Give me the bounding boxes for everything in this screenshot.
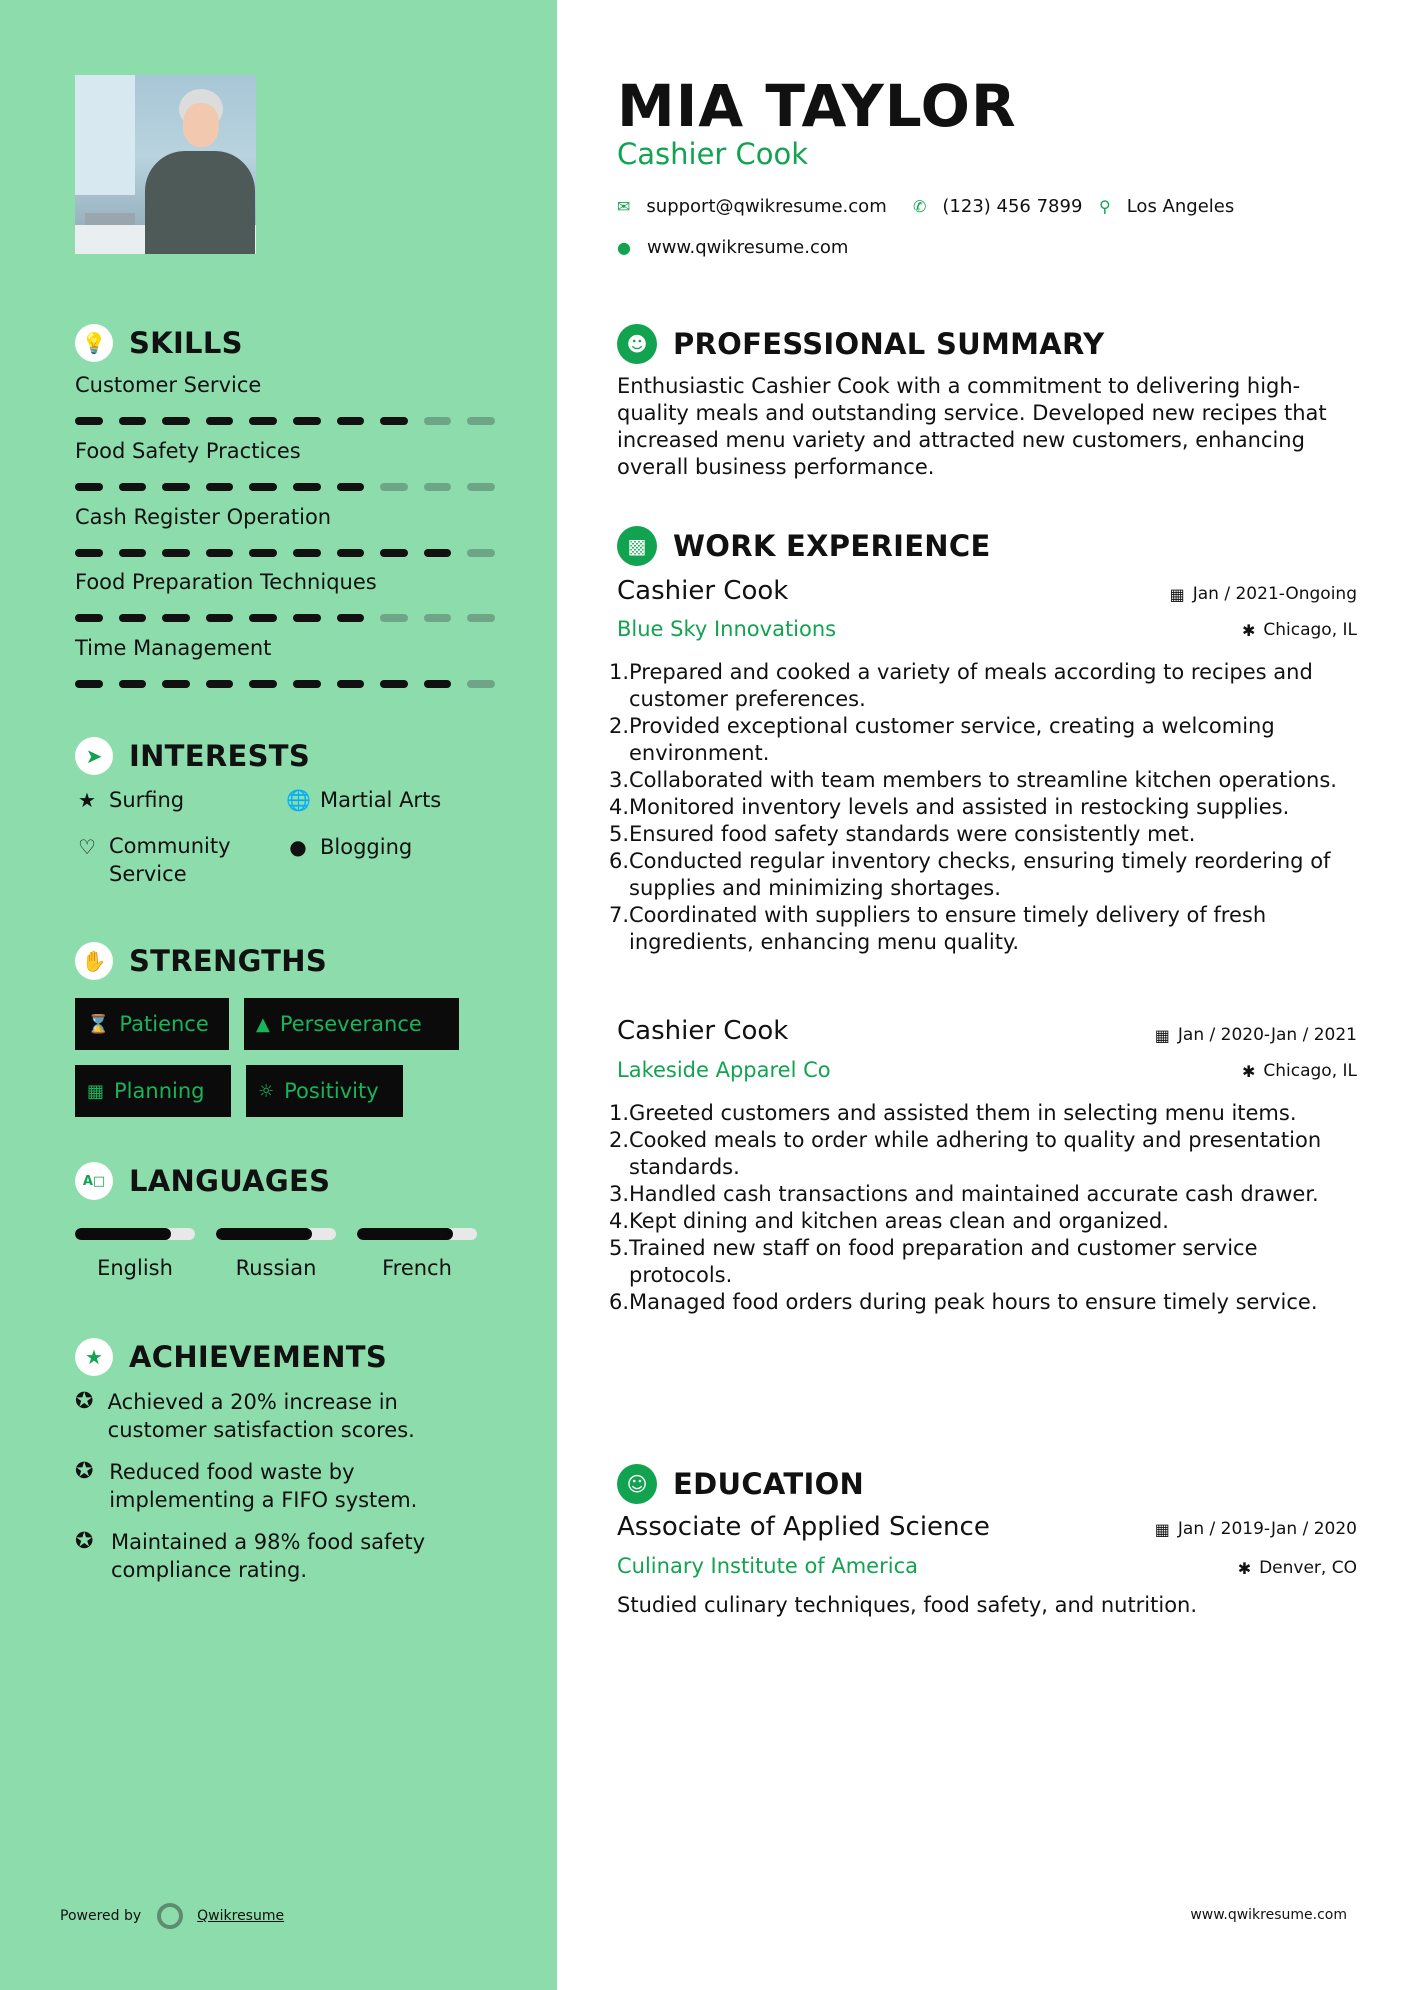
qwikresume-link[interactable]: Qwikresume bbox=[197, 1908, 285, 1924]
strength-label: Perseverance bbox=[279, 1012, 422, 1036]
skill-level-dash bbox=[380, 483, 408, 491]
interest-label: Community Service bbox=[109, 834, 231, 886]
skill-level-dash bbox=[162, 680, 190, 688]
contact-location bbox=[1099, 196, 1234, 217]
strength-tag bbox=[75, 1065, 231, 1117]
language-level-fill bbox=[216, 1228, 312, 1240]
job-dates bbox=[1170, 584, 1357, 604]
skill-level-dash bbox=[424, 680, 452, 688]
skill-level-dash bbox=[119, 614, 147, 622]
strength-label: Positivity bbox=[284, 1079, 379, 1103]
job-duties bbox=[609, 1100, 1349, 1316]
star-burst-icon: ✪ bbox=[75, 1529, 94, 1554]
skill-level-dash bbox=[249, 549, 277, 557]
skill-label: Cash Register Operation bbox=[75, 505, 332, 529]
skill-level-dash bbox=[75, 549, 103, 557]
job-location-text: Chicago, IL bbox=[1263, 620, 1357, 640]
education-dates-text: Jan / 2019-Jan / 2020 bbox=[1177, 1519, 1357, 1539]
education-dates bbox=[1155, 1519, 1357, 1539]
duty-item: 6. Conducted regular inventory checks, ensuring timely reordering of supplies and minimizing shortages. bbox=[609, 848, 1349, 902]
skill-level-dash bbox=[337, 680, 365, 688]
strength-tag bbox=[244, 998, 459, 1050]
skill-level-dash bbox=[467, 483, 495, 491]
strengths-title: STRENGTHS bbox=[129, 944, 328, 978]
job-company: Lakeside Apparel Co bbox=[617, 1058, 831, 1082]
star-burst-icon: ✪ bbox=[75, 1389, 94, 1414]
skill-level-dash bbox=[206, 549, 234, 557]
language-item bbox=[357, 1228, 477, 1280]
language-level-fill bbox=[357, 1228, 453, 1240]
candidate-role: Cashier Cook bbox=[617, 137, 809, 171]
interest-label: Martial Arts bbox=[320, 788, 442, 812]
achievements-heading bbox=[75, 1338, 387, 1376]
skill-level-dash bbox=[424, 549, 452, 557]
briefcase-icon: ▩ bbox=[617, 526, 657, 566]
language-level-fill bbox=[75, 1228, 171, 1240]
skill-label: Time Management bbox=[75, 636, 272, 660]
calendar-icon: ▦ bbox=[1154, 1025, 1170, 1045]
user-icon: ☻ bbox=[617, 324, 657, 364]
duty-text: Monitored inventory levels and assisted in restocking supplies. bbox=[629, 795, 1290, 819]
education-title: EDUCATION bbox=[673, 1467, 865, 1501]
interests-heading bbox=[75, 737, 310, 775]
skill-level-dash bbox=[75, 680, 103, 688]
interest-label: Blogging bbox=[320, 835, 413, 859]
skill-level-dash bbox=[206, 417, 234, 425]
skill-level-dash bbox=[424, 417, 452, 425]
candidate-name: MIA TAYLOR bbox=[617, 72, 1017, 140]
skill-level-dash bbox=[162, 549, 190, 557]
education-location-text: Denver, CO bbox=[1259, 1558, 1357, 1578]
languages-title: LANGUAGES bbox=[129, 1164, 331, 1198]
skill-level-dash bbox=[249, 417, 277, 425]
duty-item: 2. Provided exceptional customer service, creating a welcoming environment. bbox=[609, 713, 1349, 767]
skill-level-dash bbox=[467, 680, 495, 688]
skill-level-dash bbox=[467, 417, 495, 425]
skill-level-dash bbox=[380, 614, 408, 622]
education-school: Culinary Institute of America bbox=[617, 1554, 918, 1578]
duty-item: 5. Ensured food safety standards were consistently met. bbox=[609, 822, 1196, 846]
summary-text: Enthusiastic Cashier Cook with a commitment to delivering high-quality meals and outstanding service. Developed new recipes that increased menu variety and attracted new customers, enhancing overall business performance. bbox=[617, 374, 1327, 479]
skill-level-dash bbox=[119, 417, 147, 425]
strength-label: Planning bbox=[114, 1079, 205, 1103]
skill-item bbox=[75, 636, 495, 688]
sidebar bbox=[0, 0, 557, 1990]
email-text[interactable]: support@qwikresume.com bbox=[646, 196, 887, 217]
contact-email bbox=[617, 196, 887, 217]
strengths-heading bbox=[75, 942, 327, 980]
duty-item: 5. Trained new staff on food preparation and customer service protocols. bbox=[609, 1235, 1349, 1289]
duty-item: 1. Prepared and cooked a variety of meals according to recipes and customer preferences. bbox=[609, 659, 1349, 713]
skill-level-dash bbox=[380, 417, 408, 425]
job-location bbox=[1242, 1061, 1357, 1081]
strength-tag bbox=[75, 998, 229, 1050]
skill-level-dash bbox=[119, 549, 147, 557]
lightbulb-icon: 💡 bbox=[75, 324, 113, 362]
language-item bbox=[75, 1228, 195, 1280]
duty-item: 2. Cooked meals to order while adhering to quality and presentation standards. bbox=[609, 1127, 1349, 1181]
duty-text: Greeted customers and assisted them in selecting menu items. bbox=[629, 1101, 1297, 1125]
pin-icon: ✱ bbox=[1241, 1061, 1256, 1081]
skill-item bbox=[75, 439, 495, 491]
achievement-text: Reduced food waste by implementing a FIFO system. bbox=[109, 1460, 418, 1512]
users-icon: ● bbox=[289, 835, 307, 859]
skill-level-dash bbox=[293, 483, 321, 491]
language-item bbox=[216, 1228, 336, 1280]
phone-text[interactable]: (123) 456 7899 bbox=[942, 196, 1083, 217]
trophy-icon: ★ bbox=[75, 1338, 113, 1376]
star-burst-icon: ✪ bbox=[75, 1459, 94, 1484]
interest-item bbox=[286, 835, 412, 859]
job-title: Cashier Cook bbox=[617, 1016, 789, 1046]
job-location bbox=[1242, 620, 1357, 640]
skill-level-dash bbox=[249, 680, 277, 688]
skills-title: SKILLS bbox=[129, 326, 243, 360]
skill-level-dash bbox=[380, 549, 408, 557]
job-location-text: Chicago, IL bbox=[1263, 1061, 1357, 1081]
achievement-item bbox=[75, 1528, 475, 1584]
achievement-text: Achieved a 20% increase in customer satisfaction scores. bbox=[107, 1390, 415, 1442]
skill-level-dash bbox=[337, 549, 365, 557]
education-heading bbox=[617, 1464, 864, 1504]
skills-heading bbox=[75, 324, 243, 362]
skill-level-dash bbox=[206, 680, 234, 688]
powered-by-label: Powered by bbox=[60, 1908, 142, 1924]
skill-level-bar bbox=[75, 549, 495, 557]
job-dates-text: Jan / 2020-Jan / 2021 bbox=[1177, 1025, 1357, 1045]
education-degree: Associate of Applied Science bbox=[617, 1512, 990, 1542]
skill-item bbox=[75, 570, 495, 622]
skill-level-dash bbox=[380, 680, 408, 688]
skill-level-dash bbox=[337, 483, 365, 491]
skill-level-dash bbox=[424, 483, 452, 491]
skill-level-dash bbox=[293, 614, 321, 622]
skill-level-dash bbox=[293, 417, 321, 425]
road-icon: ▲ bbox=[256, 1013, 270, 1035]
duty-text: Coordinated with suppliers to ensure timely delivery of fresh ingredients, enhancing menu quality. bbox=[629, 903, 1267, 954]
contact-phone bbox=[913, 196, 1082, 217]
skill-level-dash bbox=[206, 483, 234, 491]
interests-title: INTERESTS bbox=[129, 739, 311, 773]
footer-website[interactable]: www.qwikresume.com bbox=[1190, 1907, 1347, 1923]
star-icon: ★ bbox=[78, 788, 96, 812]
experience-title: WORK EXPERIENCE bbox=[673, 529, 991, 563]
language-level-bar bbox=[357, 1228, 477, 1240]
duty-text: Conducted regular inventory checks, ensuring timely reordering of supplies and minimizing shortages. bbox=[629, 849, 1331, 900]
duty-text: Kept dining and kitchen areas clean and organized. bbox=[629, 1209, 1169, 1233]
sun-icon: ☼ bbox=[258, 1080, 275, 1102]
strength-label: Patience bbox=[119, 1012, 209, 1036]
language-label: French bbox=[382, 1256, 452, 1280]
education-text: Studied culinary techniques, food safety, and nutrition. bbox=[617, 1593, 1198, 1617]
globe-icon: 🌐 bbox=[286, 788, 311, 812]
duty-item: 4. Monitored inventory levels and assisted in restocking supplies. bbox=[609, 795, 1290, 819]
pin-icon: ✱ bbox=[1241, 620, 1256, 640]
skill-label: Food Preparation Techniques bbox=[75, 570, 377, 594]
job-company: Blue Sky Innovations bbox=[617, 617, 837, 641]
skill-label: Customer Service bbox=[75, 373, 262, 397]
hourglass-icon: ⌛ bbox=[87, 1013, 110, 1035]
summary-heading bbox=[617, 324, 1104, 364]
skill-level-dash bbox=[162, 614, 190, 622]
skill-level-dash bbox=[467, 549, 495, 557]
skill-level-bar bbox=[75, 417, 495, 425]
skill-level-dash bbox=[75, 614, 103, 622]
duty-text: Ensured food safety standards were consistently met. bbox=[629, 822, 1196, 846]
duty-text: Cooked meals to order while adhering to quality and presentation standards. bbox=[629, 1128, 1322, 1179]
skill-item bbox=[75, 505, 495, 557]
calendar-icon: ▦ bbox=[87, 1080, 105, 1102]
contact-website bbox=[617, 237, 848, 258]
skill-level-dash bbox=[206, 614, 234, 622]
powered-by bbox=[60, 1903, 284, 1929]
duty-item: 7. Coordinated with suppliers to ensure timely delivery of fresh ingredients, enhancing menu quality. bbox=[609, 902, 1349, 956]
skill-level-dash bbox=[119, 483, 147, 491]
hands-icon: ♡ bbox=[78, 835, 96, 859]
qwikresume-logo-icon bbox=[157, 1903, 183, 1929]
achievement-item bbox=[75, 1458, 475, 1514]
pin-icon: ✱ bbox=[1237, 1558, 1252, 1578]
duty-text: Trained new staff on food preparation and customer service protocols. bbox=[629, 1236, 1258, 1287]
skill-level-dash bbox=[75, 417, 103, 425]
experience-heading bbox=[617, 526, 991, 566]
language-label: English bbox=[97, 1256, 173, 1280]
duty-item: 3. Collaborated with team members to streamline kitchen operations. bbox=[609, 768, 1337, 792]
main-content bbox=[557, 0, 1407, 1990]
duty-item: 6. Managed food orders during peak hours to ensure timely service. bbox=[609, 1290, 1318, 1314]
skill-item bbox=[75, 373, 495, 425]
duty-text: Collaborated with team members to streamline kitchen operations. bbox=[629, 768, 1337, 792]
skill-label: Food Safety Practices bbox=[75, 439, 301, 463]
translate-icon: A□ bbox=[75, 1162, 113, 1200]
achievement-text: Maintained a 98% food safety compliance rating. bbox=[110, 1530, 426, 1582]
skill-level-dash bbox=[75, 483, 103, 491]
job-dates bbox=[1155, 1025, 1357, 1045]
profile-photo bbox=[75, 75, 256, 254]
paper-plane-icon: ➤ bbox=[75, 737, 113, 775]
graduate-icon: ☺ bbox=[617, 1464, 657, 1504]
job-dates-text: Jan / 2021-Ongoing bbox=[1192, 584, 1357, 604]
skill-level-bar bbox=[75, 614, 495, 622]
job-title: Cashier Cook bbox=[617, 576, 789, 606]
skill-level-dash bbox=[337, 614, 365, 622]
interest-item bbox=[286, 788, 441, 812]
skill-level-dash bbox=[293, 549, 321, 557]
education-location bbox=[1238, 1558, 1357, 1578]
fist-icon: ✋ bbox=[75, 942, 113, 980]
duty-text: Provided exceptional customer service, creating a welcoming environment. bbox=[629, 714, 1275, 765]
strength-tag bbox=[246, 1065, 403, 1117]
achievement-item bbox=[75, 1388, 475, 1444]
skill-level-dash bbox=[162, 483, 190, 491]
job-duties bbox=[609, 659, 1349, 956]
interest-label: Surfing bbox=[109, 788, 185, 812]
language-level-bar bbox=[75, 1228, 195, 1240]
languages-heading bbox=[75, 1162, 330, 1200]
skill-level-dash bbox=[424, 614, 452, 622]
duty-item: 4. Kept dining and kitchen areas clean and organized. bbox=[609, 1209, 1169, 1233]
language-level-bar bbox=[216, 1228, 336, 1240]
summary-title: PROFESSIONAL SUMMARY bbox=[673, 327, 1105, 361]
skill-level-bar bbox=[75, 483, 495, 491]
globe-icon: ● bbox=[617, 238, 631, 257]
skill-level-bar bbox=[75, 680, 495, 688]
interest-item bbox=[75, 835, 255, 888]
website-text[interactable]: www.qwikresume.com bbox=[646, 237, 849, 258]
interest-item bbox=[75, 788, 184, 812]
achievements-title: ACHIEVEMENTS bbox=[129, 1340, 388, 1374]
skill-level-dash bbox=[293, 680, 321, 688]
calendar-icon: ▦ bbox=[1169, 584, 1185, 604]
skill-level-dash bbox=[119, 680, 147, 688]
map-pin-icon: ⚲ bbox=[1099, 197, 1111, 216]
duty-item: 3. Handled cash transactions and maintained accurate cash drawer. bbox=[609, 1182, 1319, 1206]
duty-item: 1. Greeted customers and assisted them in selecting menu items. bbox=[609, 1101, 1297, 1125]
phone-icon: ✆ bbox=[913, 197, 927, 216]
calendar-icon: ▦ bbox=[1154, 1519, 1170, 1539]
skill-level-dash bbox=[467, 614, 495, 622]
skill-level-dash bbox=[162, 417, 190, 425]
location-text: Los Angeles bbox=[1126, 196, 1235, 217]
duty-text: Managed food orders during peak hours to ensure timely service. bbox=[629, 1290, 1318, 1314]
skill-level-dash bbox=[249, 614, 277, 622]
duty-text: Prepared and cooked a variety of meals according to recipes and customer preferences. bbox=[629, 660, 1313, 711]
duty-text: Handled cash transactions and maintained accurate cash drawer. bbox=[629, 1182, 1319, 1206]
skill-level-dash bbox=[249, 483, 277, 491]
envelope-icon: ✉ bbox=[617, 197, 631, 216]
language-label: Russian bbox=[235, 1256, 317, 1280]
skill-level-dash bbox=[337, 417, 365, 425]
